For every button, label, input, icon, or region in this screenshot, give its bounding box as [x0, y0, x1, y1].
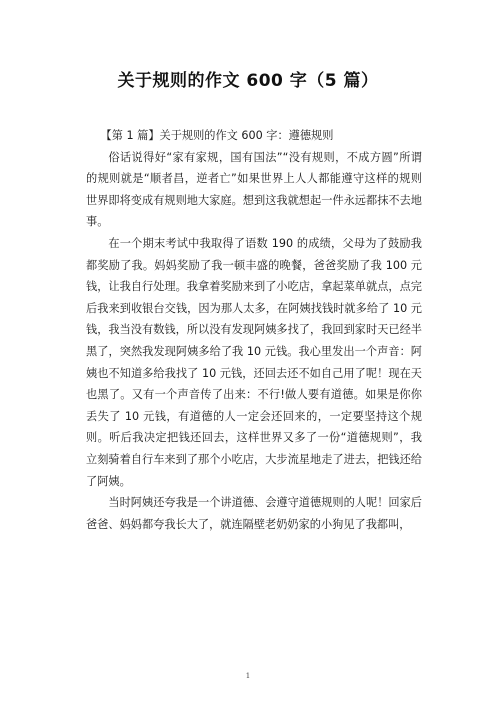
paragraph-1: 俗话说得好“家有家规，国有国法”“没有规则，不成方圆”所谓的规则就是“顺者昌，逆者亡”如果世界上人人都能遵守这样的规则世界即将变成有规则地大家庭。想到这我就想起一件永远都抹不去地事。 [86, 150, 422, 229]
page-number: 1 [245, 672, 251, 680]
section-heading: 【第 1 篇】关于规则的作文 600 字：遵德规则 [100, 129, 334, 142]
paragraph-3: 当时阿姨还夸我是一个讲道德、会遵守道德规则的人呢！回家后爸爸、妈妈都夸我长大了，就连隔壁老奶奶家的小狗见了我都叫， [86, 496, 422, 531]
document-body [86, 125, 422, 535]
paragraph-2: 在一个期末考试中我取得了语数 190 的成绩，父母为了鼓励我都奖励了我。妈妈奖励了我一顿丰盛的晚餐，爸爸奖励了我 100 元钱，让我自行处理。我拿着奖励来到了小吃店，拿起菜单就点，点完后我来到收银台交钱，因为那人太多，在阿姨找钱时就多给了 10 元钱，我当没有数钱，所以没有发现阿姨多找了，我回到家时天已经半黑了，突然我发现阿姨多给了我 10 元钱。我心里发出一个声音：阿姨也不知道多给我找了 10 元钱，还回去还不如自己用了呢！现在天也黑了。又有一个声音传了出来：不行!做人要有道德。如果是你你丢失了 10 元钱，有道德的人一定会还回来的，一定要坚持这个规则。听后我决定把钱还回去，这样世界又多了一份“道德规则”，我立刻骑着自行车来到了那个小吃店，大步流星地走了进去，把钱还给了阿姨。 [86, 236, 422, 488]
document-title: 关于规则的作文 600 字（5 篇） [117, 71, 379, 91]
